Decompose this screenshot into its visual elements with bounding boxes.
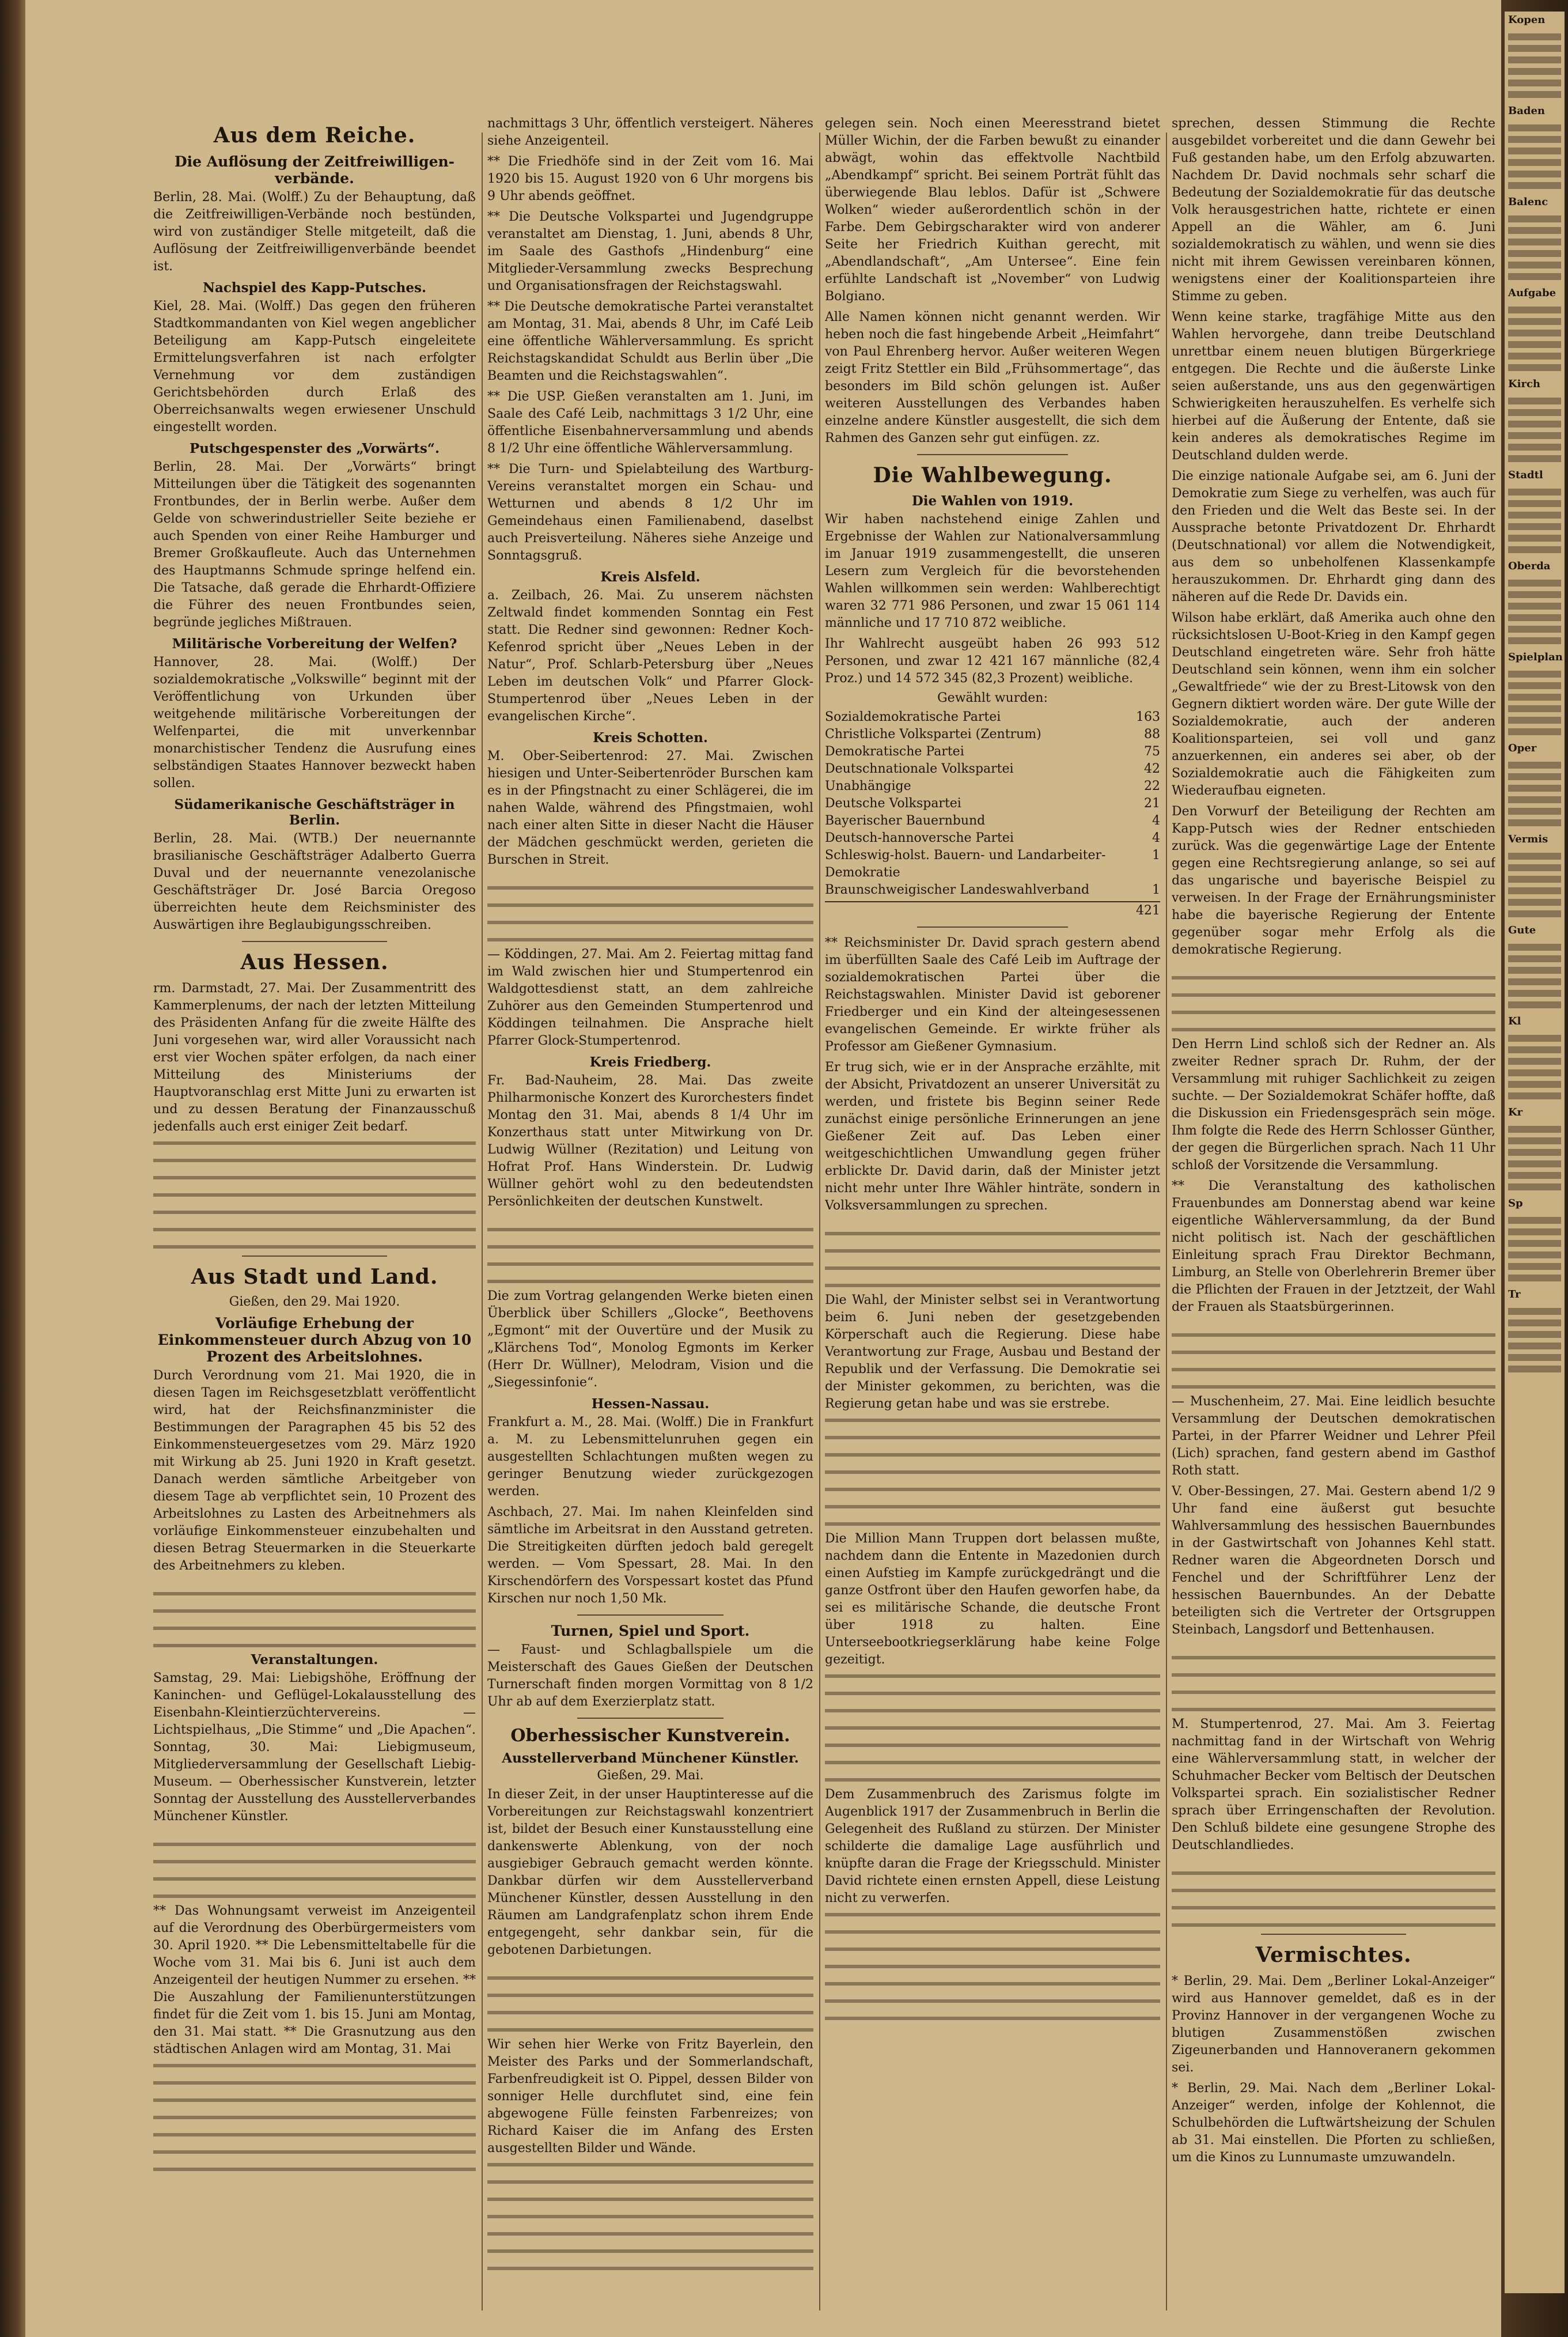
article-heading: Kreis Schotten. — [593, 730, 708, 746]
adjacent-page-text-line — [1508, 705, 1561, 712]
illegible-text — [487, 2161, 813, 2270]
adjacent-page-text-line — [1508, 80, 1561, 86]
adjacent-page-text-line — [1508, 819, 1561, 826]
adjacent-page-text-line — [1508, 1366, 1561, 1372]
adjacent-page-word: Kr — [1508, 1106, 1523, 1118]
adjacent-page-text-line — [1508, 68, 1561, 75]
adjacent-page-text-line — [1508, 250, 1561, 257]
article-text: Dem Zusammenbruch des Zarismus folgte im Augenblick 1917 der Zusammenbruch in Berlin die Gelegenheit des Rußland zu stürzen. Der Minister schilderte die damalige Lage ausführlich und knüpfte daran die Frage der Kriegsschuld. Minister David richtete einen ernsten Appell, diese Leistung nicht zu verwerfen. — [825, 1787, 1160, 1905]
adjacent-page-text-line — [1508, 785, 1561, 792]
adjacent-page-text-line — [1508, 364, 1561, 371]
adjacent-page-text-line — [1508, 1001, 1561, 1008]
article-heading: Hessen-Nassau. — [591, 1396, 710, 1412]
article-text: Die zum Vortrag gelangenden Werke bieten einen Überblick über Schillers „Glocke“, Beethovens „Egmont“ mit der Ouvertüre und der Musik zu „Klärchens Tod“, Monolog Egmonts im Kerker (Herr Dr. Wüllner), Melodram, Vision und die „Siegessinfonie“. — [487, 1289, 813, 1390]
adjacent-page-text-line — [1508, 1263, 1561, 1270]
adjacent-page-text-line — [1508, 626, 1561, 633]
adjacent-page-text-line — [1508, 136, 1561, 143]
column-4 — [1172, 115, 1495, 2322]
result-row — [825, 778, 1160, 795]
adjacent-page-text-line — [1508, 215, 1561, 222]
adjacent-page-text-line — [1508, 728, 1561, 735]
article-text: Fr. Bad-Nauheim, 28. Mai. Das zweite Philharmonische Konzert des Kurorchesters findet Montag den 31. Mai, abends 8 1/4 Uhr im Konzerthaus statt unter Mitwirkung von Dr. Ludwig Wüllner (Rezitation) und Leitung von Hofrat Prof. Hans Winderstein. Dr. Ludwig Wüllner gehört wohl zu den bedeutendsten Persönlichkeiten der deutschen Kunstwelt. — [487, 1073, 813, 1209]
article-heading: Kreis Alsfeld. — [600, 569, 700, 585]
adjacent-page-text-line — [1508, 148, 1561, 154]
adjacent-page-text-line — [1508, 1069, 1561, 1076]
adjacent-page-text-line — [1508, 33, 1561, 40]
article-text: Samstag, 29. Mai: Liebigshöhe, Eröffnung der Kaninchen- und Geflügel-Lokalausstellung des Eisenbahn-Kleintierzüchtervereins. — Lichtspielhaus, „Die Stimme“ und „Die Apachen“. Sonntag, 30. Mai: Liebigmuseum, Mitgliederversammlung der Gesellschaft Liebig-Museum. — Oberhessischer Kunstverein, letzter Sonntag der Ausstellung des Ausstellerverbandes Münchener Künstler. — [153, 1671, 476, 1824]
illegible-text — [153, 1578, 476, 1647]
seat-count: 4 — [1152, 831, 1160, 845]
seat-count: 42 — [1144, 762, 1160, 776]
adjacent-page-word: Sp — [1508, 1197, 1523, 1209]
article-text: Wenn keine starke, tragfähige Mitte aus den Wahlen hervorgehe, dann treibe Deutschland unrettbar einem neuen blutigen Bürgerkriege entgegen. Die Rechte und die äußerste Linke seien außerstande, uns aus den gegenwärtigen Schwierigkeiten herauszuhelfen. Es verhelfe sich hierbei auf die Äußerung der Entente, daß sie kein anderes als demokratisches Regime im Deutschland dulden werde. — [1172, 310, 1495, 463]
article-text: Berlin, 28. Mai. (Wolff.) Zu der Behauptung, daß die Zeitfreiwilligen-Verbände noch bestünden, wird von zuständiger Stelle mitgeteilt, daß die Auflösung der Zeitfreiwilligenverbände beendet ist. — [153, 190, 476, 274]
adjacent-page-text-line — [1508, 239, 1561, 245]
article-heading: Vorläufige Erhebung der Einkommensteuer durch Abzug von 10 Prozent des Arbeitslohnes. — [157, 1315, 472, 1365]
article-text: Wir sehen hier Werke von Fritz Bayerlein, den Meister des Parks und der Sommerlandschaft, Farbenfreudigkeit ist O. Pippel, dessen Bilder von sonniger Helle durchflutet sind, eine fein abgewogene Fülle feinsten Farbenreizes; von Richard Kaiser die im Anfang des Ersten ausgestellten Bilder und Wände. — [487, 2037, 813, 2156]
adjacent-page-text-line — [1508, 398, 1561, 404]
dateline: Gießen, den 29. Mai 1920. — [229, 1295, 400, 1309]
illegible-text — [153, 1829, 476, 1898]
article-text: Den Vorwurf der Beteiligung der Rechten am Kapp-Putsch wies der Redner entschieden zurück. Was die gegenwärtige Lage der Entente gegen eine Rechtsregierung anlange, so sei auf das ungarische und bayerische Beispiel zu verweisen. In der Frage der Ernährungsminister habe die bayerische Regierung der Entente gegenüber sogar mehr Erfolg als die demokratische Regierung. — [1172, 804, 1495, 957]
article-text: ** Die USP. Gießen veranstalten am 1. Juni, im Saale des Café Leib, nachmittags 3 1/2 Uhr, eine öffentliche Eisenbahnerversammlung und abends 8 1/2 Uhr eine öffentliche Wählerversammlung. — [487, 390, 813, 456]
party-name: Deutschnationale Volkspartei — [825, 762, 1014, 776]
adjacent-page-text-line — [1508, 1240, 1561, 1247]
result-row — [825, 709, 1160, 726]
article-text: — Köddingen, 27. Mai. Am 2. Feiertag mittag fand im Wald zwischen hier und Stumpertenrod ein Waldgottesdienst statt, an dem zahlreiche Zuhörer aus den Gemeinden Stumpertenrod und Köddingen teilnahmen. Die Ansprache hielt Pfarrer Glock-Stumpertenrod. — [487, 947, 813, 1048]
adjacent-page-text-line — [1508, 171, 1561, 177]
seat-count: 1 — [1152, 883, 1160, 897]
adjacent-page-text-line — [1508, 1172, 1561, 1179]
article-heading: Ausstellerverband Münchener Künstler. — [502, 1750, 799, 1766]
illegible-text — [1172, 1319, 1495, 1389]
article-text: ** Das Wohnungsamt verweist im Anzeigenteil auf die Verordnung des Oberbürgermeisters vom 30. April 1920. ** Die Lebensmitteltabelle für die Woche vom 31. Mai bis 6. Juni ist auch dem Anzeigenteil der heutigen Nummer zu ersehen. ** Die Auszahlung der Familienunterstützungen findet für die Zeit vom 1. bis 15. Juni am Montag, den 31. Mai statt. ** Die Grasnutzung aus den städtischen Anlagen wird am Montag, 31. Mai — [153, 1904, 476, 2056]
article-heading: Putschgespenster des „Vorwärts“. — [189, 441, 440, 456]
adjacent-page-word: Kirch — [1508, 378, 1541, 390]
result-row — [825, 743, 1160, 761]
article-text: Aschbach, 27. Mai. Im nahen Kleinfelden sind sämtliche im Arbeitsrat in den Ausstand getreten. Die Streitigkeiten dürften jedoch bald geregelt werden. — Vom Spessart, 28. Mai. In den Kirschendörfern des Vorspessart kostet das Pfund Kirschen nur noch 1,50 Mk. — [487, 1505, 813, 1606]
article-text: gelegen sein. Noch einen Meeresstrand bietet Müller Wichin, der die Farben bewußt zu einander abwägt, wohin das effektvolle Nachtbild „Abendkampf“ spricht. Bei seinem Porträt fühlt das überwiegende Blau leblos. Dafür ist „Schwere Wolken“ wieder außerordentlich schön in der Farbe. Dem Gebirgscharakter wird von anderer Seite her Friedrich Kuithan gerecht, mit „Abendlandschaft“, „Am Untersee“. Eine fein erfühlte Landschaft ist „November“ von Ludwig Bolgiano. — [825, 116, 1160, 304]
book-binding — [0, 0, 25, 2337]
adjacent-page-text-line — [1508, 489, 1561, 496]
adjacent-page-text-line — [1508, 944, 1561, 951]
illegible-text — [1172, 962, 1495, 1031]
seat-count: 22 — [1144, 779, 1160, 793]
seat-count: 75 — [1144, 744, 1160, 759]
adjacent-page-text-line — [1508, 421, 1561, 428]
adjacent-page-text-line — [1508, 1092, 1561, 1099]
adjacent-page-text-line — [1508, 990, 1561, 997]
adjacent-page-word: Oper — [1508, 742, 1537, 754]
newspaper-page — [25, 0, 1501, 2337]
article-text: ** Die Friedhöfe sind in der Zeit vom 16. Mai 1920 bis 15. August 1920 von 6 Uhr morgens bis 9 Uhr abends geöffnet. — [487, 154, 813, 203]
adjacent-page-word: Aufgabe — [1508, 287, 1556, 299]
adjacent-page-word: Oberda — [1508, 560, 1551, 572]
adjacent-page-text-line — [1508, 444, 1561, 451]
article-text: — Muschenheim, 27. Mai. Eine leidlich besuchte Versammlung der Deutschen demokratischen Partei, in der Pfarrer Weidner und Lehrer Pfeil (Lich) sprachen, fand gestern abend im Gasthof Roth statt. — [1172, 1394, 1495, 1478]
adjacent-page-text-line — [1508, 910, 1561, 917]
adjacent-page-text-line — [1508, 1275, 1561, 1281]
party-name: Sozialdemokratische Partei — [825, 710, 1001, 724]
article-text: ** Die Deutsche Volkspartei und Jugendgruppe veranstaltet am Dienstag, 1. Juni, abends 8 Uhr, im Saale des Gasthofs „Hindenburg“ eine Mitglieder-Versammlung zwecks Besprechung und Organisationsfragen der Reichstagswahl. — [487, 210, 813, 293]
article-heading: Militärische Vorbereitung der Welfen? — [172, 636, 457, 652]
adjacent-page-word: Gute — [1508, 924, 1536, 936]
party-name: Deutsche Volkspartei — [825, 796, 961, 811]
adjacent-page-word: Vermis — [1508, 833, 1548, 845]
adjacent-page-text-line — [1508, 535, 1561, 542]
adjacent-page-text-line — [1508, 307, 1561, 313]
adjacent-page-word: Kl — [1508, 1015, 1521, 1027]
seat-count: 4 — [1152, 814, 1160, 828]
article-text: M. Ober-Seibertenrod: 27. Mai. Zwischen hiesigen und Unter-Seibertenröder Burschen kam es in der Pfingstnacht zu einer Schlägerei, die im nahen Walde, während des Pfingstmaien, wohl nach einer alten Sitte in dieser Nacht die Häuser der Mädchen geschmückt werden, gerieten die Burschen in Streit. — [487, 749, 813, 867]
adjacent-page-text-line — [1508, 1354, 1561, 1361]
adjacent-page-text-line — [1508, 1046, 1561, 1053]
divider — [1261, 1934, 1407, 1935]
article-text: rm. Darmstadt, 27. Mai. Der Zusammentritt des Kammerplenums, der nach der letzten Mitteilung des Präsidenten Anfang für die zweite Hälfte des Juni vorgesehen war, wird aller Voraussicht nach erst vier Wochen später erfolgen, da nach einer Mitteilung des Ministeriums der Hauptvoranschlag erst Mitte Juni zu erwarten ist und zu dessen Beratung der Finanzausschuß jedenfalls auch erst einiger Zeit bedarf. — [153, 981, 476, 1134]
illegible-text — [825, 1911, 1160, 2020]
result-row — [825, 847, 1160, 882]
party-name: Unabhängige — [825, 779, 911, 793]
article-text: V. Ober-Bessingen, 27. Mai. Gestern abend 1/2 9 Uhr fand eine äußerst gut besuchte Wahlversammlung des hessischen Bauernbundes in der Gastwirtschaft von Johannes Kehl statt. Redner waren die Abgeordneten Dorsch und Fenchel und der Schriftführer Lenz der hessischen Bauernbundes. An der Debatte beteiligten sich die Vertreter der Ortsgruppen Steinbach, Langsdorf und Bettenhausen. — [1172, 1484, 1495, 1637]
dateline: Gießen, 29. Mai. — [597, 1768, 704, 1783]
article-text: ** Die Turn- und Spielabteilung des Wartburg-Vereins veranstaltet morgen ein Schau- und Wetturnen und abends 8 1/2 Uhr im Gemeindehaus einen Familienabend, daselbst auch Preisverteilung. Näheres siehe Anzeige und Sonntagsgruß. — [487, 462, 813, 563]
adjacent-page-text-line — [1508, 1160, 1561, 1167]
adjacent-page-text-line — [1508, 409, 1561, 416]
adjacent-page-text-line — [1508, 455, 1561, 462]
divider — [577, 1718, 724, 1719]
illegible-text — [487, 872, 813, 941]
column-rule — [482, 133, 483, 2310]
adjacent-page-text-line — [1508, 580, 1561, 587]
adjacent-page-text-line — [1508, 227, 1561, 234]
section-title-kunstverein: Oberhessischer Kunstverein. — [510, 1726, 790, 1746]
divider — [242, 941, 387, 942]
article-text: Berlin, 28. Mai. (WTB.) Der neuernannte brasilianische Geschäftsträger Adalberto Guerra Duval und der neuernannte venezolanische Geschäftsträger Dr. José Barcia Oregoso überreichten heute dem Reichsminister des Auswärtigen ihre Beglaubigungsschreiben. — [153, 831, 476, 932]
article-text: Wir haben nachstehend einige Zahlen und Ergebnisse der Wahlen zur Nationalversammlung im Januar 1919 zusammengestellt, die unseren Lesern zum Vergleich für die bevorstehenden Wahlen willkommen sein werden: Wahlberechtigt waren 32 771 986 Personen, und zwar 15 061 114 männliche und 17 710 872 weibliche. — [825, 512, 1160, 630]
article-text: * Berlin, 29. Mai. Nach dem „Berliner Lokal-Anzeiger“ werden, infolge der Kohlennot, die Schulbehörden die Luftwärtsheizung der Schulen ab 31. Mai einstellen. Die Pforten zu schließen, um die Kinos zu Lunnumaste umzuwandeln. — [1172, 2081, 1495, 2165]
divider — [917, 454, 1068, 455]
adjacent-page-text-line — [1508, 1319, 1561, 1326]
adjacent-page-word: Spielplan — [1508, 651, 1563, 663]
adjacent-page-text-line — [1508, 45, 1561, 52]
adjacent-page-text-line — [1508, 1343, 1561, 1349]
article-heading: Veranstaltungen. — [251, 1652, 378, 1667]
adjacent-page-word: Tr — [1508, 1288, 1521, 1300]
adjacent-page-text-line — [1508, 614, 1561, 621]
adjacent-page-text-line — [1508, 182, 1561, 189]
article-text: Kiel, 28. Mai. (Wolff.) Das gegen den früheren Stadtkommandanten von Kiel wegen angeblicher Beteiligung am Kapp-Putsch eingeleitete Ermittelungsverfahren ist nach erfolgter Vernehmung vor dem zuständigen Gerichtsbehörden durch Erlaß des Oberreichsanwalts wegen erwiesener Unschuld eingestellt worden. — [153, 299, 476, 434]
seat-count: 21 — [1144, 796, 1160, 811]
column-rule — [819, 133, 820, 2310]
illegible-text — [825, 1672, 1160, 1782]
result-row — [825, 795, 1160, 812]
adjacent-page-word: Baden — [1508, 105, 1546, 117]
illegible-text — [1172, 1858, 1495, 1927]
article-heading: Südamerikanische Geschäftsträger in Berlin. — [174, 797, 455, 828]
adjacent-page-text-line — [1508, 523, 1561, 530]
adjacent-page-text-line — [1508, 717, 1561, 724]
result-row — [825, 726, 1160, 743]
article-heading: Die Wahlen von 1919. — [911, 493, 1074, 509]
adjacent-page-text-line — [1508, 1183, 1561, 1190]
adjacent-page-text-line — [1508, 694, 1561, 701]
adjacent-page-text-line — [1508, 500, 1561, 507]
adjacent-page-text-line — [1508, 124, 1561, 131]
adjacent-page-text-line — [1508, 978, 1561, 985]
article-text: a. Zeilbach, 26. Mai. Zu unserem nächsten Zeltwald findet kommenden Sonntag ein Fest statt. Die Redner sind gewonnen: Redner Koch-Kefenrod spricht über „Neues Leben in der Natur“, Prof. Schlarb-Petersburg über „Neues Leben im deutschen Volk“ und Pfarrer Glock-Stumpertenrod über „Neues Leben in der evangelischen Kirche“. — [487, 588, 813, 724]
article-text: ** Die Veranstaltung des katholischen Frauenbundes am Donnerstag abend war keine eigentliche Wählerversammlung, da der Bund nicht politisch ist. Nach der geschäftlichen Einleitung sprach Frau Direktor Bechmann, Limburg, an Stelle von Oberlehrerin Bremer über die Pflichten der Frauen in der Jetztzeit, der Wahl der Frauen als Staatsbürgerinnen. — [1172, 1179, 1495, 1314]
adjacent-page-text-line — [1508, 808, 1561, 815]
adjacent-page-text-line — [1508, 864, 1561, 871]
article-text: Er trug sich, wie er in der Ansprache erzählte, mit der Absicht, Privatdozent an unserer Universität zu werden, und fristete bis Beginn seiner Rede zunächst einige persönliche Erinnerungen an jene Gießener Zeit auf. Das Leben einer weitgeschichtlichen Umwandlung gegen früher erblickte Dr. David darin, daß der Minister jetzt nicht mehr unter Ihre Wähler hinträte, sondern in Volksversammlungen zu sprechen. — [825, 1060, 1160, 1213]
article-text: Frankfurt a. M., 28. Mai. (Wolff.) Die in Frankfurt a. M. zu Lebensmittelunruhen gegen ein ausgestellten Schlachtungen mußten wegen zu geringer Benutzung wieder zurückgezogen werden. — [487, 1415, 813, 1499]
adjacent-page-text-line — [1508, 318, 1561, 325]
seat-count: 1 — [1152, 848, 1160, 863]
adjacent-page-text-line — [1508, 341, 1561, 348]
adjacent-page-text-line — [1508, 603, 1561, 610]
adjacent-page-text-line — [1508, 671, 1561, 678]
article-text: Durch Verordnung vom 21. Mai 1920, die in diesen Tagen im Reichsgesetzblatt veröffentlicht wird, hat der Reichsfinanzminister die Bestimmungen der Paragraphen 45 bis 52 des Einkommensteuergesetzes vom 29. März 1920 mit Wirkung ab 25. Juni 1920 in Kraft gesetzt. Danach werden sämtliche Arbeitgeber von diesem Tage ab verpflichtet sein, 10 Prozent des Arbeitslohnes zu Lasten des Arbeitnehmers als vorläufige Einkommensteuer einzubehalten und diesen Betrag Steuermarken in die Steuerkarte des Arbeitnehmers zu kleben. — [153, 1368, 476, 1573]
adjacent-page-text-line — [1508, 1217, 1561, 1224]
section-title-vermischtes: Vermischtes. — [1255, 1943, 1412, 1967]
article-text: * Berlin, 29. Mai. Dem „Berliner Lokal-Anzeiger“ wird aus Hannover gemeldet, daß es in der Provinz Hannover in der vergangenen Woche zu blutigen Zusammenstößen zwischen Zigeunerbanden und Hannoveranern gekommen sei. — [1172, 1974, 1495, 2075]
article-text: sprechen, dessen Stimmung die Rechte ausgebildet vorbereitet und die dann Gewehr bei Fuß gestanden habe, um den Erfolg abzuwarten. Nachdem Dr. David nochmals sehr scharf die Bedeutung der Sozialdemokratie für das deutsche Volk herausgestrichen hatte, richtete er einen Appell an die Wähler, am 6. Juni sozialdemokratisch zu wählen, und wenn sie dies nicht mit ihrem Gewissen vereinbaren können, wenigstens einer der Koalitionsparteien ihre Stimme zu geben. — [1172, 116, 1495, 304]
adjacent-page-text-line — [1508, 432, 1561, 439]
party-name: Demokratische Partei — [825, 744, 964, 759]
adjacent-page-text-line — [1508, 1035, 1561, 1042]
article-text: Die Million Mann Truppen dort belassen mußte, nachdem dann die Entente in Mazedonien durch einen Aufstieg im Kampfe zurückgedrängt und die ganze Ostfront über den Haufen geworfen habe, da sei es militärische Schande, die deutsche Front über 1918 zu halten. Eine Unterseebootkriegserklärung habe keine Folge gezeitigt. — [825, 1531, 1160, 1667]
party-name: Schleswig-holst. Bauern- und Landarbeiter-Demokratie — [825, 848, 1106, 880]
adjacent-page-text-line — [1508, 955, 1561, 962]
adjacent-page-word: Kopen — [1508, 14, 1546, 26]
result-row — [825, 830, 1160, 847]
results-label: Gewählt wurden: — [937, 691, 1048, 705]
section-title-hessen: Aus Hessen. — [240, 950, 389, 974]
adjacent-page-text-line — [1508, 273, 1561, 280]
result-row — [825, 761, 1160, 778]
illegible-text — [825, 1218, 1160, 1287]
column-3 — [825, 115, 1160, 2322]
result-total-row — [825, 901, 1160, 920]
adjacent-page-text-line — [1508, 512, 1561, 519]
adjacent-page-text-line — [1508, 1126, 1561, 1133]
adjacent-page-text-line — [1508, 353, 1561, 360]
adjacent-page-text-line — [1508, 262, 1561, 269]
adjacent-page-text-line — [1508, 1251, 1561, 1258]
illegible-text — [825, 1416, 1160, 1526]
adjacent-page-text-line — [1508, 853, 1561, 860]
article-text: Die einzige nationale Aufgabe sei, am 6. Juni der Demokratie zum Siege zu verhelfen, was auch für den Frieden und die Welt das Beste sei. In der Aussprache betonte Privatdozent Dr. Ehrhardt (Deutschnational) vor allem die Notwendigkeit, aus dem so unbeholfenen Klassenkampfe herauszukommen. Dr. Ehrhardt ging dann des näheren auf die Rede Dr. Davids ein. — [1172, 469, 1495, 604]
adjacent-page-text-line — [1508, 1058, 1561, 1065]
article-text: Hannover, 28. Mai. (Wolff.) Der sozialdemokratische „Volkswille“ beginnt mit der Veröffentlichung von Urkunden über weitgehende militärische Vorbereitungen der Welfenpartei, die mit unverkennbar monarchistischer Tendenz die Ausrufung eines selbständigen Staates Hannover bezweckt haben sollen. — [153, 655, 476, 791]
adjacent-page-text-line — [1508, 1308, 1561, 1315]
adjacent-page-text-line — [1508, 91, 1561, 98]
party-name: Christliche Volkspartei (Zentrum) — [825, 727, 1041, 742]
adjacent-page-text-line — [1508, 1149, 1561, 1156]
illegible-text — [153, 2062, 476, 2171]
section-title-wahlbewegung: Die Wahlbewegung. — [873, 463, 1112, 487]
article-text: — Faust- und Schlagballspiele um die Meisterschaft des Gaues Gießen der Deutschen Turnerschaft finden morgen Vormittag von 8 1/2 Uhr ab auf dem Exerzierplatz statt. — [487, 1643, 813, 1709]
party-name: Braunschweigischer Landeswahlverband — [825, 883, 1090, 897]
article-text: Den Herrn Lind schloß sich der Redner an. Als zweiter Redner sprach Dr. Ruhm, der der Versammlung mit ruhiger Sachlichkeit zu zeigen suchte. — Der Sozialdemokrat Schäfer hoffte, daß die Diskussion ein Friedensgespräch sein möge. Ihm folgte die Rede des Herrn Schlosser Günther, der gegen die Bürgerlichen sprach. Nach 11 Uhr schloß der Vorsitzende die Versammlung. — [1172, 1037, 1495, 1173]
adjacent-page-text-line — [1508, 159, 1561, 166]
article-heading: Die Auflösung der Zeitfreiwilligen-verbände. — [174, 153, 455, 187]
section-title-stadt-land: Aus Stadt und Land. — [191, 1265, 438, 1289]
article-text: Alle Namen können nicht genannt werden. Wir heben noch die fast hingebende Arbeit „Heimfahrt“ von Paul Ehrenberg hervor. Außer weiteren Wegen zeigt Fritz Stettler ein Bild „Frühsommertage“, das besonders im Bild schön gelungen ist. Außer weiteren Ausstellungen des Verbandes haben einzelne andere Künstler ausgestellt, die sich dem Rahmen des Ganzen sehr gut einfügen. zz. — [825, 310, 1160, 445]
adjacent-page-text-line — [1508, 762, 1561, 769]
adjacent-page-text-line — [1508, 899, 1561, 906]
illegible-text — [487, 1962, 813, 2032]
total-seats: 421 — [1136, 903, 1160, 918]
adjacent-page-text-line — [1508, 682, 1561, 689]
article-text: Die Wahl, der Minister selbst sei in Verantwortung beim 6. Juni neben der gesetzgebenden Körperschaft auch die Regierung. Diese habe Verantwortung zur Frage, Ausbau und Bestand der Republik und der Verfassung. Die Demokratie sei der Minister gekommen, zu berichten, was die Regierung getan habe und was sie erstrebe. — [825, 1293, 1160, 1411]
adjacent-page-word: Stadtl — [1508, 469, 1543, 481]
article-text: Wilson habe erklärt, daß Amerika auch ohne den rücksichtslosen U-Boot-Krieg in den Kampf gegen Deutschland eingetreten wäre. Sehr froh hätte Deutschland sein können, wenn ihm ein solcher „Gewaltfriede“ wie der zu Brest-Litowsk von den Gegnern diktiert worden wäre. Der gute Wille der Sozialdemokratie, auch der anderen Koalitionsparteien, sei voll und ganz anzuerkennen, ein anderes sei aber, ob der Sozialdemokratie auch die Fähigkeiten zum Wiederaufbau eigneten. — [1172, 611, 1495, 798]
adjacent-page-text-line — [1508, 56, 1561, 63]
seat-count: 163 — [1136, 710, 1160, 724]
adjacent-page-text-line — [1508, 1081, 1561, 1088]
adjacent-page-text-line — [1508, 876, 1561, 883]
article-heading: Kreis Friedberg. — [589, 1054, 711, 1070]
divider — [917, 927, 1068, 928]
result-row — [825, 812, 1160, 830]
adjacent-page-fragment — [1505, 12, 1565, 2293]
adjacent-page-text-line — [1508, 967, 1561, 974]
article-text: ** Die Deutsche demokratische Partei veranstaltet am Montag, 31. Mai, abends 8 Uhr, im Café Leib eine öffentliche Wählerversammlung. Es spricht Reichstagskandidat Schuldt aus Berlin über „Die Beamten und die Reichstagswahlen“. — [487, 300, 813, 383]
adjacent-page-text-line — [1508, 637, 1561, 644]
illegible-text — [487, 1214, 813, 1283]
article-text: nachmittags 3 Uhr, öffentlich versteigert. Näheres siehe Anzeigenteil. — [487, 116, 813, 148]
adjacent-page-text-line — [1508, 591, 1561, 598]
adjacent-page-text-line — [1508, 1331, 1561, 1338]
party-name: Deutsch-hannoversche Partei — [825, 831, 1014, 845]
adjacent-page-text-line — [1508, 887, 1561, 894]
article-text: M. Stumpertenrod, 27. Mai. Am 3. Feiertag nachmittag fand in der Wirtschaft von Wehrig eine Wählerversammlung statt, in welcher der Schuhmacher Becker vom Beltisch der Deutschen Volkspartei sprach. Ein sozialistischer Redner sprach über Erringenschaften der Revolution. Den Schluß bildete eine gesungene Strophe des Deutschlandliedes. — [1172, 1717, 1495, 1852]
illegible-text — [153, 1139, 476, 1249]
article-heading: Nachspiel des Kapp-Putsches. — [203, 280, 426, 296]
section-title-reich: Aus dem Reiche. — [213, 123, 416, 148]
election-results-table — [825, 709, 1160, 920]
result-row — [825, 882, 1160, 899]
adjacent-page-text-line — [1508, 773, 1561, 780]
seat-count: 88 — [1144, 727, 1160, 742]
article-text: ** Reichsminister Dr. David sprach gestern abend im überfüllten Saale des Café Leib im Auftrage der sozialdemokratischen Partei über die Reichstagswahlen. Minister David ist geborener Friedberger und ein Kind der alteingesessenen evangelischen Gemeinde. Er wirkte früher als Professor am Gießener Gymnasium. — [825, 936, 1160, 1054]
article-text: Berlin, 28. Mai. Der „Vorwärts“ bringt Mitteilungen über die Tätigkeit des sogenannten Frontbundes, der in Berlin werbe. Außer dem Gelde von schwerindustrieller Seite beziehe er auch Spenden von einer Reihe Hamburger und Bremer Großkaufleute. Auch das Unternehmen des Hauptmanns Schmude springe helfend ein. Die Tatsache, daß gerade die Ehrhardt-Offiziere die Führer des neuen Frontbundes seien, begründe jegliches Mißtrauen. — [153, 460, 476, 630]
adjacent-page-text-line — [1508, 796, 1561, 803]
adjacent-page-text-line — [1508, 546, 1561, 553]
divider — [242, 1256, 387, 1257]
article-text: Ihr Wahlrecht ausgeübt haben 26 993 512 Personen, und zwar 12 421 167 männliche (82,4 Proz.) und 14 572 345 (82,3 Prozent) weibliche. — [825, 637, 1160, 686]
adjacent-page-text-line — [1508, 1228, 1561, 1235]
adjacent-page-text-line — [1508, 1137, 1561, 1144]
divider — [577, 1614, 724, 1616]
article-text: In dieser Zeit, in der unser Hauptinteresse auf die Vorbereitungen zur Reichstagswahl konzentriert ist, bildet der Besuch einer Kunstausstellung eine dankenswerte Ablenkung, von der noch ausgiebiger Gebrauch gemacht werden könnte. Dankbar dürfen wir dem Ausstellerverband Münchener Künstler, dessen Ausstellung in den Räumen am Landgrafenplatz schon ihrem Ende entgegengeht, sehr dankbar sein, für die gebotenen Darbietungen. — [487, 1787, 813, 1957]
illegible-text — [1172, 1642, 1495, 1711]
column-2 — [487, 115, 813, 2322]
adjacent-page-text-line — [1508, 330, 1561, 336]
party-name: Bayerischer Bauernbund — [825, 814, 986, 828]
adjacent-page-word: Balenc — [1508, 196, 1548, 208]
section-title-sport: Turnen, Spiel und Sport. — [551, 1623, 750, 1639]
column-rule — [1166, 133, 1167, 2310]
column-1 — [153, 115, 476, 2322]
